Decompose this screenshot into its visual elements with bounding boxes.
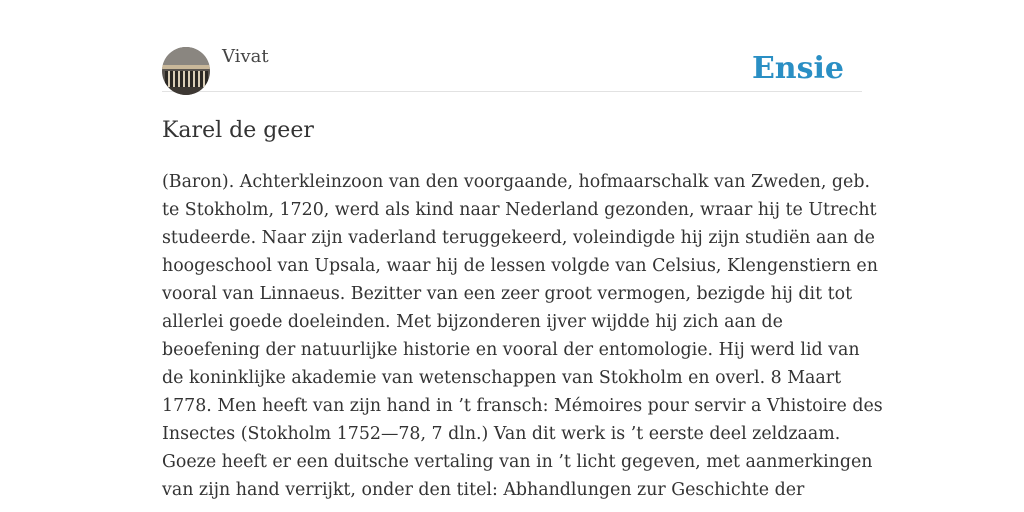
article-body-line: Goeze heeft er een duitsche vertaling van in ’t licht gegeven, met aanmerkingen [162,452,873,472]
document-page [162,0,883,512]
brand-logo[interactable]: Ensie [751,51,844,86]
header [162,0,862,92]
article-body-line: van zijn hand verrijkt, onder den titel: Abhandlungen zur Geschichte der [162,480,805,500]
article-body-line: de koninklijke akademie van wetenschappen van Stokholm en overl. 8 Maart [162,368,842,388]
article-body-line: allerlei goede doeleinden. Met bijzonderen ijver wijdde hij zich aan de [162,312,783,332]
article-body-line: (Baron). Achterkleinzoon van den voorgaande, hofmaarschalk van Zweden, geb. [162,172,870,192]
article-body-line: beoefening der natuurlijke historie en vooral der entomologie. Hij werd lid van [162,340,860,360]
article-title: Karel de geer [162,118,314,143]
article-body-line: vooral van Linnaeus. Bezitter van een zeer groot vermogen, bezigde hij dit tot [162,284,853,304]
article-body-line: 1778. Men heeft van zijn hand in ’t fransch: Mémoires pour servir a Vhistoire des [162,396,883,416]
article-body-line: hoogeschool van Upsala, waar hij de lessen volgde van Celsius, Klengenstiern en [162,256,878,276]
article-body [162,168,883,504]
article-body-line: studeerde. Naar zijn vaderland teruggekeerd, voleindigde hij zijn studiën aan de [162,228,875,248]
author-avatar[interactable] [162,47,210,95]
article-body-line: te Stokholm, 1720, werd als kind naar Nederland gezonden, wraar hij te Utrecht [162,200,877,220]
author-name[interactable]: Vivat [222,46,269,67]
article-body-line: Insectes (Stokholm 1752—78, 7 dln.) Van dit werk is ’t eerste deel zeldzaam. [162,424,841,444]
library-bookshelf-avatar-icon [162,47,210,95]
